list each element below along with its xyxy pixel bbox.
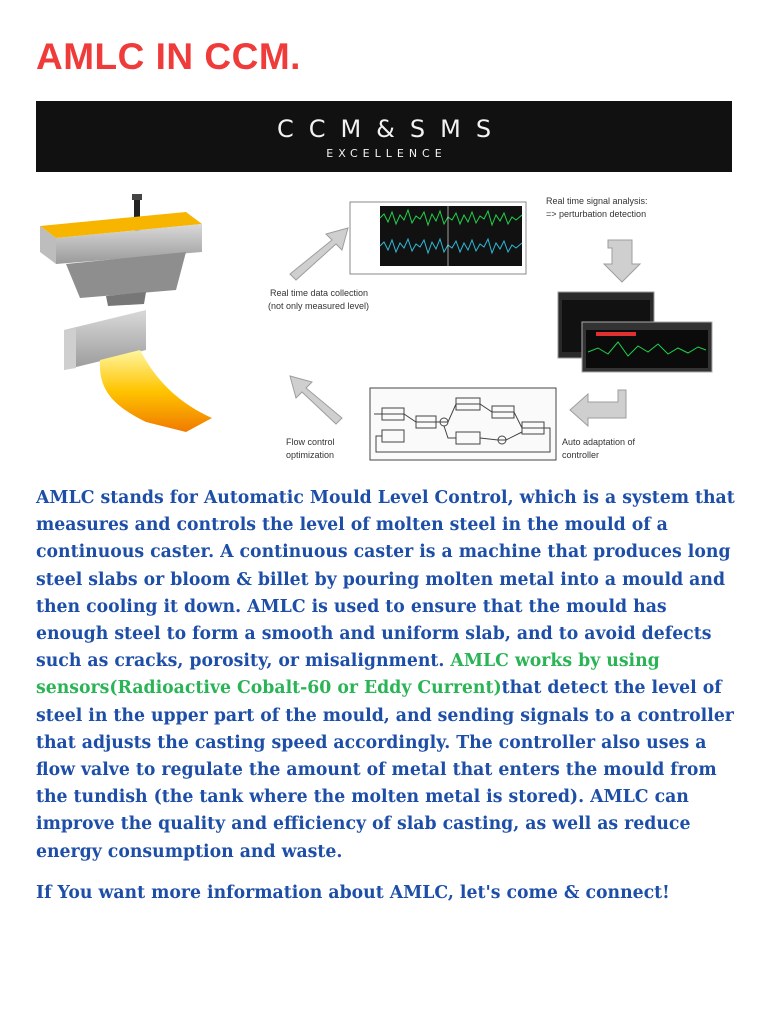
label-flow-control-line2: optimization xyxy=(286,450,335,460)
label-data-collection-line1: Real time data collection xyxy=(270,288,369,298)
control-block-diagram xyxy=(370,388,556,460)
signal-plot xyxy=(350,202,526,274)
analysis-screens xyxy=(558,292,712,372)
arrow-up-left-icon xyxy=(290,376,342,424)
banner-main-text: CCM&SMS xyxy=(276,115,507,143)
steel-strand xyxy=(100,350,212,432)
amlc-diagram-svg xyxy=(36,182,732,472)
call-to-action: If You want more information about AMLC, let's come & connect! xyxy=(36,883,670,903)
description-part-1: AMLC stands for Automatic Mould Level Control, which is a system that measures and controls the level of molten steel in the mould of a continuous caster. A continuous caster is a machine that produces long steel slabs or bloom & billet by pouring molten metal into a mould and then cooling it down. AMLC is used to ensure that the mould has enough steel to form a smooth and uniform slab, and to avoid defects such as cracks, porosity, or misalignment. xyxy=(36,488,735,672)
description-highlight: AMLC works by using sensors(Radioactive Cobalt-60 or Eddy Current) xyxy=(36,651,660,699)
ccm-sms-banner xyxy=(36,101,732,172)
arrow-down-icon xyxy=(604,240,640,282)
arrow-up-right-icon xyxy=(290,228,348,280)
banner-sub-text: EXCELLENCE xyxy=(326,147,447,160)
label-flow-control-line1: Flow control xyxy=(286,437,335,447)
arrow-left-icon xyxy=(570,390,626,426)
label-signal-analysis-line2: => perturbation detection xyxy=(546,209,647,219)
description-part-2: that detect the level of steel in the upper part of the mould, and sending signals to a controller that adjusts the casting speed accordingly. The controller also uses a flow valve to regulate the amount of metal that enters the mould from the tundish (the tank where the molten metal is stored). AMLC can improve the quality and efficiency of slab casting, as well as reduce energy consumption and waste. xyxy=(36,678,734,862)
label-auto-adapt-line2: controller xyxy=(562,450,600,460)
amlc-process-figure xyxy=(36,182,732,472)
label-auto-adapt-line1: Auto adaptation of xyxy=(562,437,636,447)
page-title: AMLC IN CCM. xyxy=(36,36,301,77)
amlc-description xyxy=(36,485,736,866)
label-data-collection-line2: (not only measured level) xyxy=(268,301,370,311)
mould-illustration xyxy=(40,194,212,432)
label-signal-analysis-line1: Real time signal analysis: xyxy=(546,196,648,206)
